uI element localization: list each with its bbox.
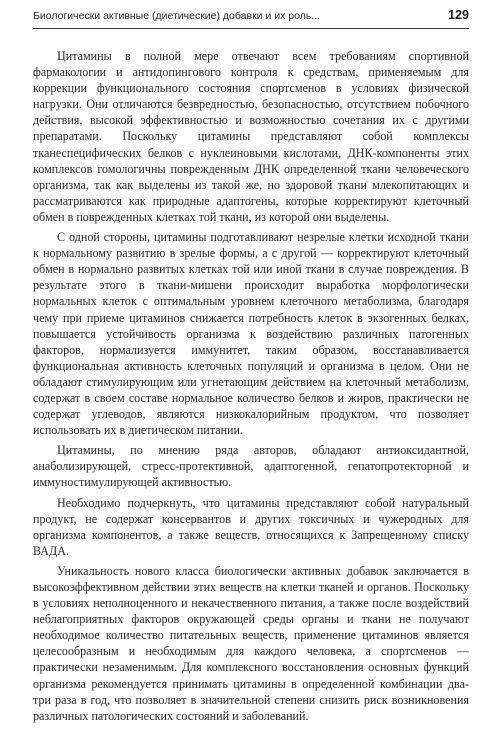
running-header (33, 6, 469, 34)
paragraph: Необходимо подчеркнуть, что цитамины представляют собой натуральный продукт, не содержат консервантов и других токсичных и чужеродных для организма компонентов, а также веществ, относящихся к Запрещенному списку ВАДА. (33, 495, 469, 558)
paragraph: Цитамины, по мнению ряда авторов, обладают антиоксидантной, анаболизирующей, стресс-протективной, адаптогенной, гепатопротекторной и иммуностимулирующей активностью. (33, 443, 469, 490)
paragraph: Уникальность нового класса биологически активных добавок заключается в высокоэффективном действии этих веществ на клетки тканей и органов. Поскольку в условиях неполноценного и некачественного питания, а также после воздействий неблагоприятных факторов окружающей среды органы и ткани не получают необходимое количество питательных веществ, применение цитаминов является целесообразным и необходимым для каждого человека, а спортсменов — практически незаменимым. Для комплексного восстановления основных функций организма рекомендуется принимать цитамины в определенной комбинации два-три раза в год, что позволяет в значительной степени снизить риск возникновения различных патологических состояний и заболеваний. (33, 563, 469, 723)
header-rule (33, 28, 469, 29)
body-text (33, 48, 469, 728)
page-number: 129 (448, 8, 469, 22)
paragraph: Цитамины в полной мере отвечают всем требованиям спортивной фармакологии и антидопингового контроля к средствам, применяемым для коррекции функционального состояния спортсменов в условиях физической нагрузки. Они отличаются безвредностью, безопасностью, отсутствием побочного действия, высокой эффективностью и возможностью сочетания их с другими препаратами. Поскольку цитамины представляют собой комплексы тканеспецифических белков с нуклеиновыми кислотами, ДНК-компоненты этих комплексов гомологичны поврежденным ДНК определенной ткани человеческого организма, так как выделены из такой же, но здоровой ткани млекопитающих и рассматриваются как природные адаптогены, которые корректируют клеточный обмен в поврежденных клетках той ткани, из которой они выделены. (33, 49, 469, 224)
running-title: Биологически активные (диетические) добавки и их роль... (33, 10, 321, 22)
paragraph: С одной стороны, цитамины подготавливают незрелые клетки исходной ткани к нормальному развитию в зрелые формы, а с другой — корректируют клеточный обмен в нормально развитых клетках той или иной ткани в случае повреждения. В результате этого в ткани-мишени происходит выработка морфологически нормальных клеток с оптимальным уровнем клеточного метаболизма, благодаря чему при приеме цитаминов снижается потребность клеток в экзогенных белках, повышается устойчивость организма к воздействию различных патогенных факторов, нормализуется иммунитет, таким образом, восстанавливается функциональная активность клеточных популяций и организма в целом. Они не обладают стимулирующим или угнетающим действием на клеточный метаболизм, содержат в своем составе нормальное количество белков и жиров, практически не содержат углеводов, являются низкокалорийным продуктом, что позволяет использовать их в диетическом питании. (33, 230, 469, 438)
